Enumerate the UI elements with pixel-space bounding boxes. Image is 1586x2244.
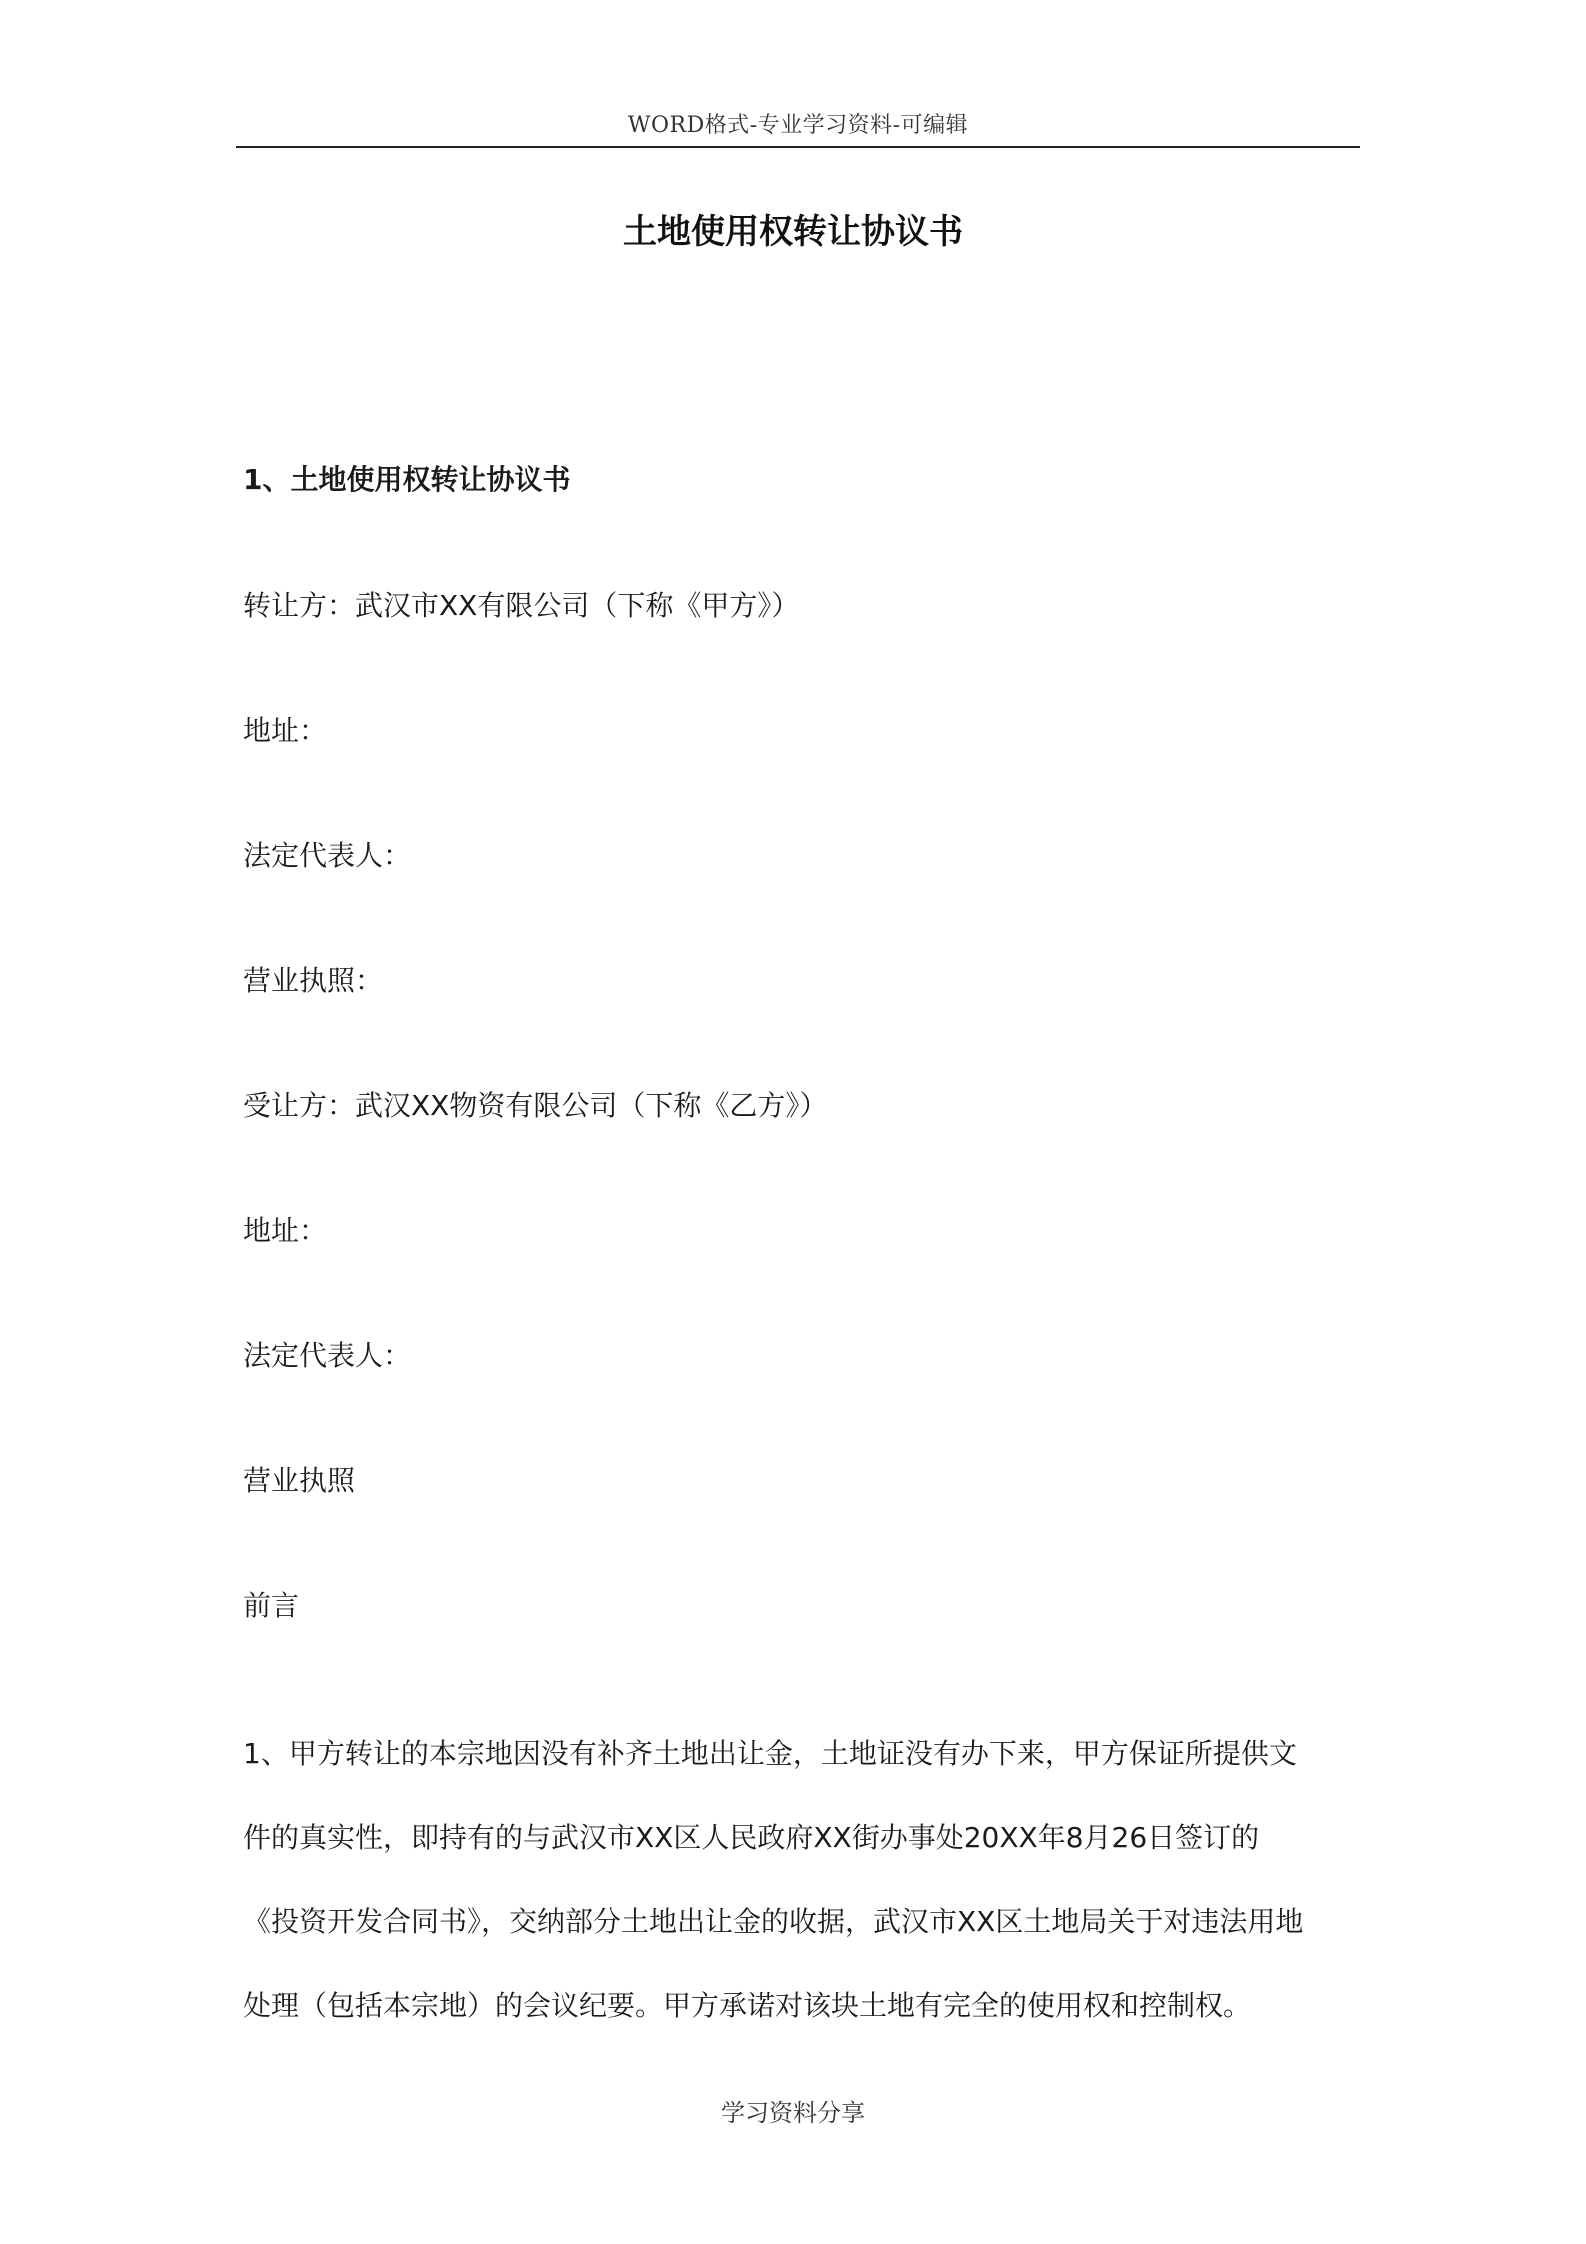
transferee-business-license-line: 营业执照 — [243, 1464, 356, 1497]
transferee-address-line: 地址： — [243, 1214, 328, 1247]
paragraph-line: 1、甲方转让的本宗地因没有补齐土地出让金，土地证没有办下来，甲方保证所提供文 — [243, 1737, 1297, 1770]
document-title: 土地使用权转让协议书 — [623, 212, 963, 252]
clause-1-paragraph — [243, 1712, 1360, 2048]
paragraph-line: 《投资开发合同书》，交纳部分土地出让金的收据，武汉市XX区土地局关于对违法用地 — [243, 1905, 1304, 1938]
page-footer: 学习资料分享 — [721, 2099, 865, 2127]
preface-heading: 前言 — [243, 1589, 300, 1622]
transferee-legal-rep-line: 法定代表人： — [243, 1339, 412, 1372]
transferee-line: 受让方：武汉XX物资有限公司（下称《乙方》） — [243, 1089, 828, 1122]
transferor-address-line: 地址： — [243, 714, 328, 747]
transferor-legal-rep-line: 法定代表人： — [243, 839, 412, 872]
transferor-business-license-line: 营业执照： — [243, 964, 384, 997]
header-divider — [236, 146, 1360, 148]
paragraph-line: 件的真实性，即持有的与武汉市XX区人民政府XX街办事处20XX年8月26日签订的 — [243, 1821, 1260, 1854]
page-header: WORD格式-专业学习资料-可编辑 — [627, 113, 969, 138]
transferor-line: 转让方：武汉市XX有限公司（下称《甲方》） — [243, 589, 800, 622]
section-heading: 1、土地使用权转让协议书 — [243, 463, 571, 496]
paragraph-line: 处理（包括本宗地）的会议纪要。甲方承诺对该块土地有完全的使用权和控制权。 — [243, 1989, 1252, 2022]
